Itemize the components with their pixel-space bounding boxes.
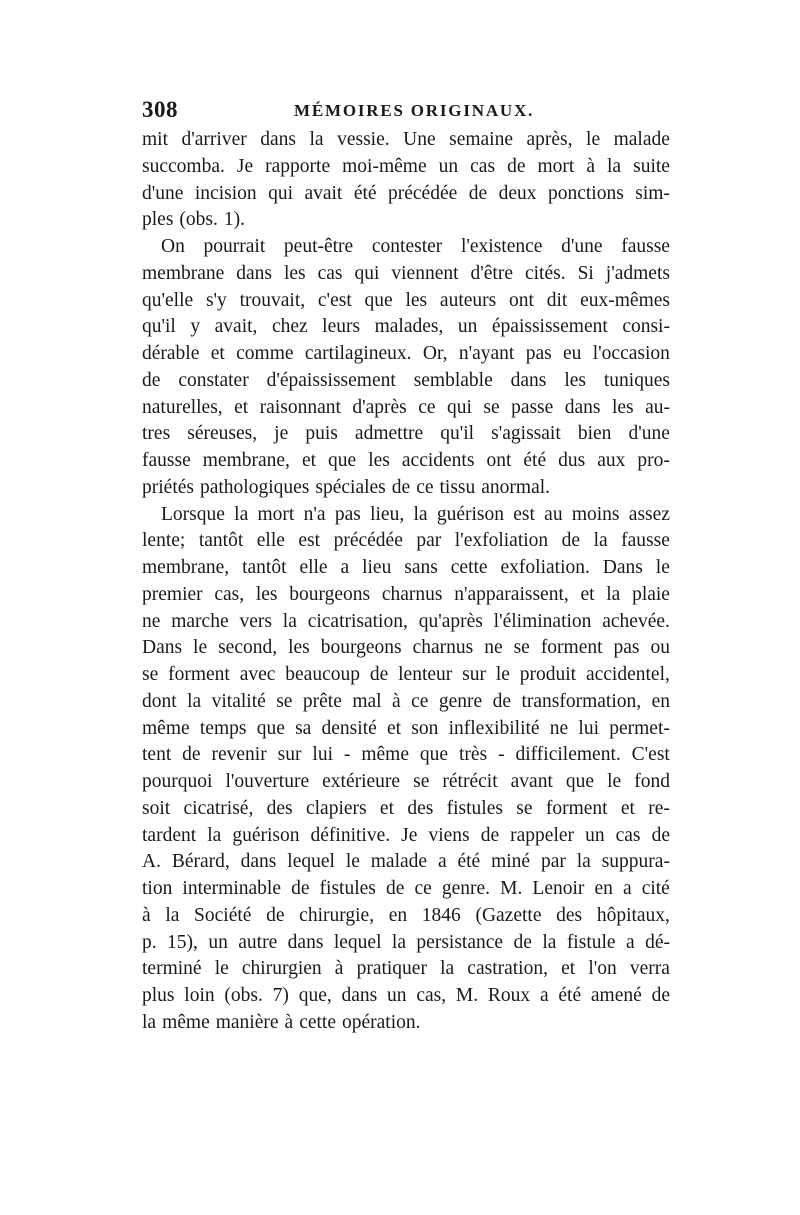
text-line: lente; tantôt elle est précédée par l'exfoliation de la fausse — [142, 530, 670, 552]
text-line: premier cas, les bourgeons charnus n'apparaissent, et la plaie — [142, 583, 670, 605]
text-line: mit d'arriver dans la vessie. Une semaine après, le malade — [142, 129, 670, 150]
text-line: ne marche vers la cicatrisation, qu'après l'élimination achevée. — [142, 610, 670, 632]
text-line: p. 15), un autre dans lequel la persistance de la fistule a dé- — [142, 931, 670, 953]
text-line: Lorsque la mort n'a pas lieu, la guérison est au moins assez — [161, 503, 670, 525]
page-header — [142, 97, 667, 127]
text-line: ples (obs. 1). — [142, 209, 246, 231]
text-line: tion interminable de fistules de ce genre. M. Lenoir en a cité — [142, 878, 670, 899]
text-line: même temps que sa densité et son inflexibilité ne lui permet- — [142, 717, 670, 739]
body-text — [142, 127, 670, 1037]
text-line: On pourrait peut-être contester l'existence d'une fausse — [161, 236, 670, 257]
text-line: dont la vitalité se prête mal à ce genre de transformation, en — [142, 690, 670, 712]
text-line: soit cicatrisé, des clapiers et des fistules se forment et re- — [142, 797, 670, 819]
text-line: pourquoi l'ouverture extérieure se rétrécit avant que le fond — [142, 771, 670, 792]
text-line: Dans le second, les bourgeons charnus ne se forment pas ou — [142, 637, 670, 659]
text-line: priétés pathologiques spéciales de ce tissu anormal. — [142, 476, 551, 498]
text-line: plus loin (obs. 7) que, dans un cas, M. Roux a été amené de — [142, 985, 670, 1006]
running-title: MÉMOIRES ORIGINAUX. — [294, 101, 535, 120]
text-line: qu'elle s'y trouvait, c'est que les auteurs ont dit eux-mêmes — [142, 289, 670, 311]
text-line: terminé le chirurgien à pratiquer la castration, et l'on verra — [142, 958, 670, 980]
text-line: membrane, tantôt elle a lieu sans cette exfoliation. Dans le — [142, 557, 670, 578]
text-line: d'une incision qui avait été précédée de deux ponctions sim- — [142, 182, 670, 204]
text-line: se forment avec beaucoup de lenteur sur le produit accidentel, — [142, 664, 670, 685]
text-line: fausse membrane, et que les accidents ont été dus aux pro- — [142, 450, 670, 471]
text-line: de constater d'épaississement semblable dans les tuniques — [142, 369, 670, 391]
text-line: tent de revenir sur lui - même que très - difficilement. C'est — [142, 744, 670, 766]
text-line: la même manière à cette opération. — [142, 1011, 421, 1033]
text-line: qu'il y avait, chez leurs malades, un épaississement consi- — [142, 316, 670, 338]
page-number: 308 — [142, 97, 178, 122]
text-line: membrane dans les cas qui viennent d'être cités. Si j'admets — [142, 262, 670, 284]
text-line: tres séreuses, je puis admettre qu'il s'agissait bien d'une — [142, 423, 670, 445]
text-line: dérable et comme cartilagineux. Or, n'ayant pas eu l'occasion — [142, 343, 670, 364]
text-line: à la Société de chirurgie, en 1846 (Gazette des hôpitaux, — [142, 904, 670, 926]
text-line: A. Bérard, dans lequel le malade a été miné par la suppura- — [142, 851, 670, 873]
text-line: tardent la guérison définitive. Je viens de rappeler un cas de — [142, 824, 670, 846]
text-line: naturelles, et raisonnant d'après ce qui se passe dans les au- — [142, 396, 670, 418]
text-line: succomba. Je rapporte moi-même un cas de mort à la suite — [142, 155, 670, 177]
